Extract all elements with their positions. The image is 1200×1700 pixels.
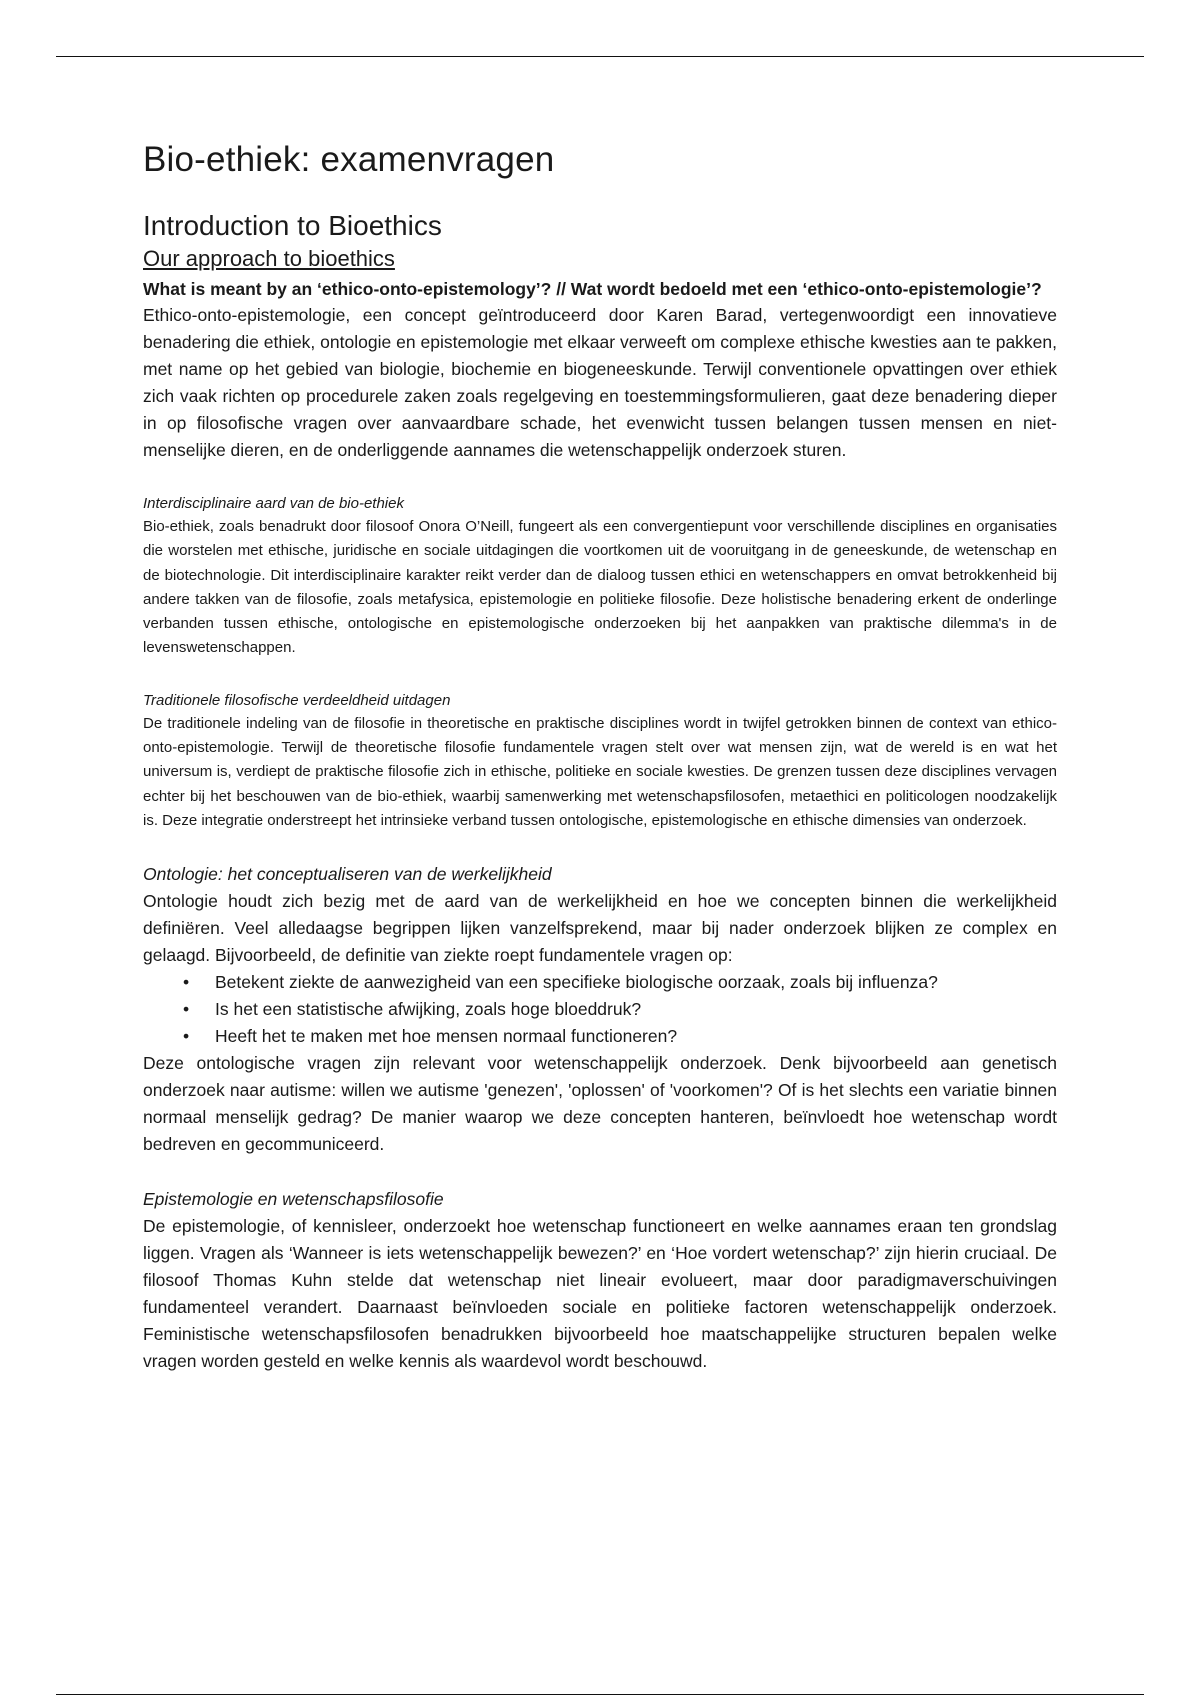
epistemology-paragraph: De epistemologie, of kennisleer, onderzoekt hoe wetenschap functioneert en welke aannames eraan ten grondslag liggen. Vragen als ‘Wanneer is iets wetenschappelijk bewezen?’ en ‘Hoe vordert wetenschap?’ zijn hierin cruciaal. De filosoof Thomas Kuhn stelde dat wetenschap niet lineair evolueert, maar door paradigmaverschuivingen fundamenteel verandert. Daarnaast beïnvloeden sociale en politieke factoren wetenschappelijk onderzoek. Feministische wetenschapsfilosofen benadrukken bijvoorbeeld hoe maatschappelijke structuren bepalen welke vragen worden gesteld en welke kennis als waardevol wordt beschouwd. xyxy=(143,1216,1057,1372)
bullet-icon: • xyxy=(183,972,190,993)
ontology-heading: Ontologie: het conceptualiseren van de werkelijkheid xyxy=(143,864,552,885)
ontology-bullet-list xyxy=(143,969,1057,1050)
document-page xyxy=(143,140,1057,1375)
list-item xyxy=(183,996,1057,1023)
interdisciplinary-paragraph: Bio-ethiek, zoals benadrukt door filosoof Onora O’Neill, fungeert als een convergentiepunt voor verschillende disciplines en organisaties die worstelen met ethische, juridische en sociale uitdagingen die voortkomen uit de vooruitgang in de geneeskunde, de wetenschap en de biotechnologie. Dit interdisciplinaire karakter reikt verder dan de dialoog tussen ethici en wetenschappers en omvat betrokkenheid bij andere takken van de filosofie, zoals metafysica, epistemologie en politieke filosofie. Deze holistische benadering erkent de onderlinge verbanden tussen ethische, ontologische en epistemologische onderzoeken bij het aanpakken van praktische dilemma's in de levenswetenschappen. xyxy=(143,518,1057,657)
list-item xyxy=(183,969,1057,996)
traditional-paragraph: De traditionele indeling van de filosofie in theoretische en praktische disciplines wordt in twijfel getrokken binnen de context van ethico-onto-epistemologie. Terwijl de theoretische filosofie fundamentele vragen stelt over wat mensen zijn, wat de wereld is en wat het universum is, verdiept de praktische filosofie zich in ethische, politieke en sociale kwesties. De grenzen tussen deze disciplines vervagen echter bij het beschouwen van de bio-ethiek, waarbij samenwerking met wetenschapsfilosofen, metaethici en politicologen noodzakelijk is. Deze integratie onderstreept het intrinsieke verband tussen ontologische, epistemologische en ethische dimensies van onderzoek. xyxy=(143,714,1057,829)
top-rule xyxy=(56,56,1144,57)
interdisciplinary-heading: Interdisciplinaire aard van de bio-ethiek xyxy=(143,495,404,512)
document-title: Bio-ethiek: examenvragen xyxy=(143,140,555,179)
intro-paragraph: Ethico-onto-epistemologie, een concept geïntroduceerd door Karen Barad, vertegenwoordigt een innovatieve benadering die ethiek, ontologie en epistemologie met elkaar verweeft om complexe ethische kwesties aan te pakken, met name op het gebied van biologie, biochemie en biogeneeskunde. Terwijl conventionele opvattingen over ethiek zich vaak richten op procedurele zaken zoals regelgeving en toestemmingsformulieren, gaat deze benadering dieper in op filosofische vragen over aanvaardbare schade, het evenwicht tussen belangen tussen mensen en niet-menselijke dieren, en de onderliggende aannames die wetenschappelijk onderzoek sturen. xyxy=(143,305,1057,460)
section-title: Introduction to Bioethics xyxy=(143,210,442,241)
bullet-icon: • xyxy=(183,1026,190,1047)
bullet-icon: • xyxy=(183,999,190,1020)
traditional-heading: Traditionele filosofische verdeeldheid uitdagen xyxy=(143,691,451,709)
subsection-title: Our approach to bioethics xyxy=(143,246,395,271)
ontology-paragraph: Ontologie houdt zich bezig met de aard van de werkelijkheid en hoe we concepten binnen die werkelijkheid definiëren. Veel alledaagse begrippen lijken vanzelfsprekend, maar bij nader onderzoek blijken ze complex en gelaagd. Bijvoorbeeld, de definitie van ziekte roept fundamentele vragen op: xyxy=(143,891,1057,966)
list-item-text: Is het een statistische afwijking, zoals hoge bloeddruk? xyxy=(215,999,642,1020)
bottom-rule xyxy=(56,1694,1144,1695)
list-item xyxy=(183,1023,1057,1050)
list-item-text: Heeft het te maken met hoe mensen normaal functioneren? xyxy=(215,1026,678,1047)
ontology-paragraph-after: Deze ontologische vragen zijn relevant voor wetenschappelijk onderzoek. Denk bijvoorbeeld aan genetisch onderzoek naar autisme: willen we autisme 'genezen', 'oplossen' of 'voorkomen'? Of is het slechts een variatie binnen normaal menselijk gedrag? De manier waarop we deze concepten hanteren, beïnvloedt hoe wetenschap wordt bedreven en gecommuniceerd. xyxy=(143,1053,1057,1155)
exam-question: What is meant by an ‘ethico-onto-epistemology’? // Wat wordt bedoeld met een ‘ethico-onto-epistemologie’? xyxy=(143,279,1042,299)
epistemology-heading: Epistemologie en wetenschapsfilosofie xyxy=(143,1189,444,1210)
list-item-text: Betekent ziekte de aanwezigheid van een specifieke biologische oorzaak, zoals bij influenza? xyxy=(215,972,938,993)
